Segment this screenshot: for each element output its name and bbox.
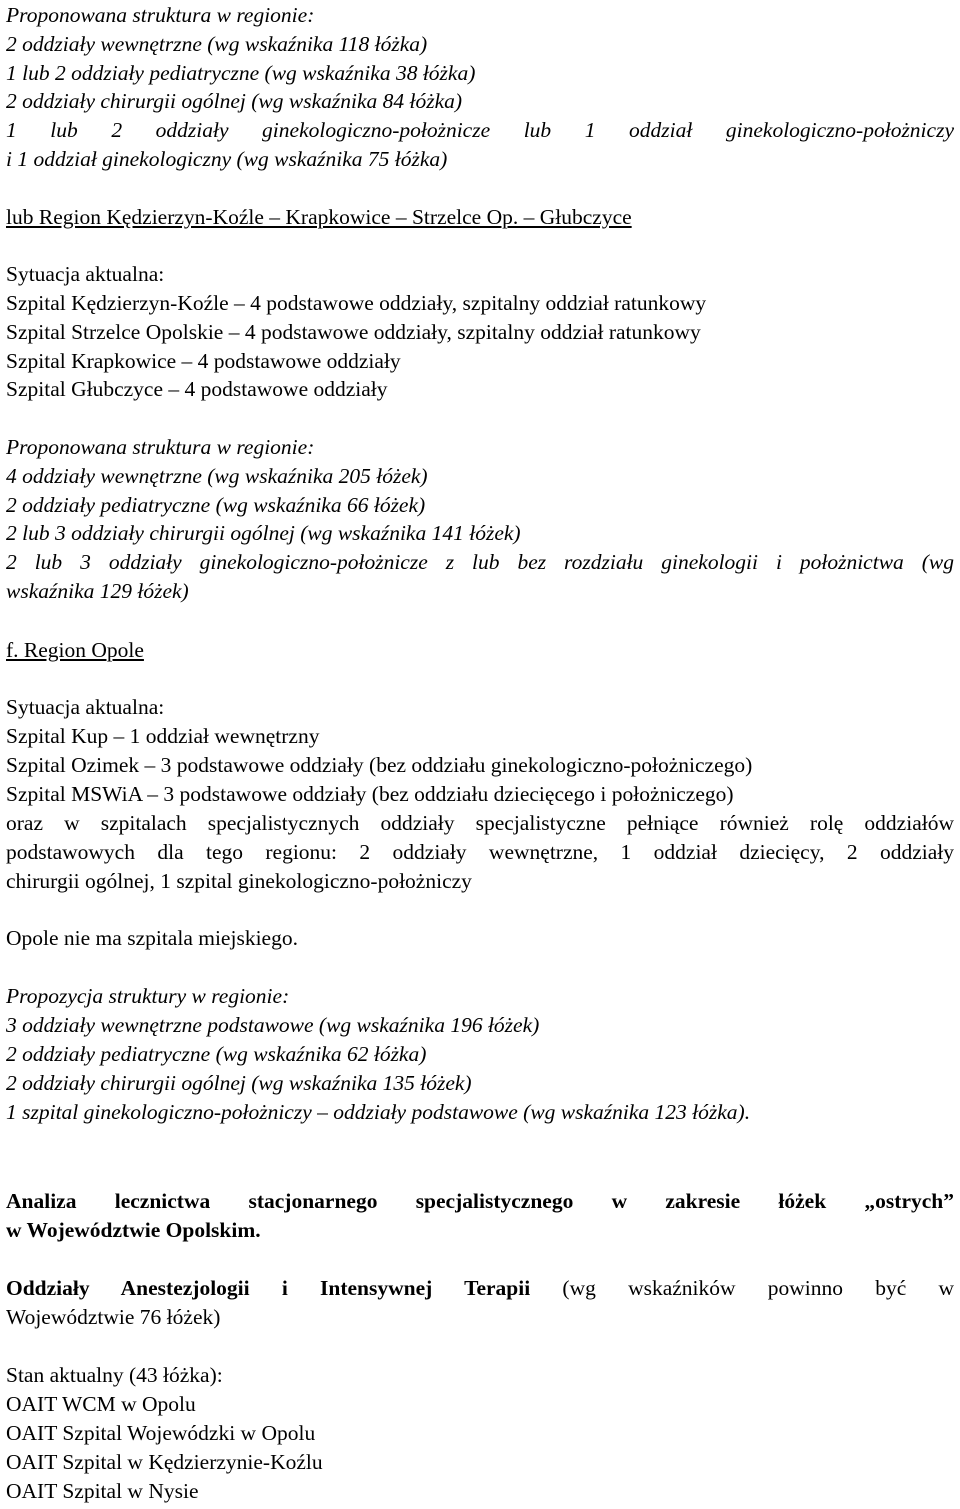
- proposal-line: wskaźnika 129 łóżek): [6, 579, 189, 603]
- current-line: Szpital Ozimek – 3 podstawowe oddziały (bez oddziału ginekologiczno-położniczego): [6, 753, 753, 777]
- oait-item: OAIT Szpital Wojewódzki w Opolu: [6, 1421, 316, 1445]
- current-heading: Sytuacja aktualna:: [6, 262, 165, 286]
- current-line: chirurgii ogólnej, 1 szpital ginekologiczno-położniczy: [6, 869, 472, 893]
- current-line: Szpital Głubczyce – 4 podstawowe oddziały: [6, 377, 388, 401]
- current-line: Szpital Kędzierzyn-Koźle – 4 podstawowe oddziały, szpitalny oddział ratunkowy: [6, 291, 707, 315]
- proposal-line: 4 oddziały wewnętrzne (wg wskaźnika 205 łóżek): [6, 464, 428, 488]
- proposal-heading: Proponowana struktura w regionie:: [6, 3, 315, 27]
- proposal-line: 3 oddziały wewnętrzne podstawowe (wg wskaźnika 196 łóżek): [6, 1013, 540, 1037]
- proposal-line: 1 szpital ginekologiczno-położniczy – oddziały podstawowe (wg wskaźnika 123 łóżka).: [6, 1100, 751, 1124]
- proposal-heading: Proponowana struktura w regionie:: [6, 435, 315, 459]
- proposal-line: 2 oddziały pediatryczne (wg wskaźnika 62 łóżka): [6, 1042, 427, 1066]
- proposal-line: 2 lub 3 oddziały ginekologiczno-położnicze z lub bez rozdziału ginekologii i położnictwa (wg: [6, 550, 954, 574]
- proposal-line: i 1 oddział ginekologiczny (wg wskaźnika 75 łóżka): [6, 147, 448, 171]
- analysis-title-cont: w Województwie Opolskim.: [6, 1218, 261, 1242]
- region-title: lub Region Kędzierzyn-Koźle – Krapkowice – Strzelce Op. – Głubczyce: [6, 205, 632, 229]
- oait-item: OAIT Szpital w Kędzierzynie-Koźlu: [6, 1450, 323, 1474]
- oait-item: OAIT WCM w Opolu: [6, 1392, 196, 1416]
- current-line: Szpital Kup – 1 oddział wewnętrzny: [6, 724, 320, 748]
- status-heading: Stan aktualny (43 łóżka):: [6, 1363, 223, 1387]
- proposal-line: 2 oddziały wewnętrzne (wg wskaźnika 118 łóżka): [6, 32, 428, 56]
- proposal-line: 2 oddziały chirurgii ogólnej (wg wskaźnika 84 łóżka): [6, 89, 463, 113]
- oait-heading-bold: Oddziały Anestezjologii i Intensywnej Terapii: [6, 1276, 531, 1300]
- note: Opole nie ma szpitala miejskiego.: [6, 926, 298, 950]
- proposal-line: 2 lub 3 oddziały chirurgii ogólnej (wg wskaźnika 141 łóżek): [6, 521, 521, 545]
- current-line: Szpital Strzelce Opolskie – 4 podstawowe oddziały, szpitalny oddział ratunkowy: [6, 320, 701, 344]
- proposal-line: 1 lub 2 oddziały ginekologiczno-położnicze lub 1 oddział ginekologiczno-położniczy: [6, 118, 954, 142]
- proposal-line: 1 lub 2 oddziały pediatryczne (wg wskaźnika 38 łóżka): [6, 61, 476, 85]
- current-line: podstawowych dla tego regionu: 2 oddziały wewnętrzne, 1 oddział dziecięcy, 2 oddziały: [6, 840, 954, 864]
- oait-heading-cont: Województwie 76 łóżek): [6, 1305, 221, 1329]
- region-title: f. Region Opole: [6, 638, 144, 662]
- current-line: oraz w szpitalach specjalistycznych oddziały specjalistyczne pełniące również rolę oddziałów: [6, 811, 954, 835]
- current-line: Szpital Krapkowice – 4 podstawowe oddziały: [6, 349, 401, 373]
- proposal-heading: Propozycja struktury w regionie:: [6, 984, 290, 1008]
- proposal-line: 2 oddziały chirurgii ogólnej (wg wskaźnika 135 łóżek): [6, 1071, 472, 1095]
- current-heading: Sytuacja aktualna:: [6, 695, 165, 719]
- analysis-title: Analiza lecznictwa stacjonarnego specjalistycznego w zakresie łóżek „ostrych”: [6, 1189, 954, 1213]
- oait-item: OAIT Szpital w Nysie: [6, 1479, 199, 1503]
- proposal-line: 2 oddziały pediatryczne (wg wskaźnika 66 łóżek): [6, 493, 426, 517]
- oait-heading: [6, 1275, 954, 1301]
- oait-heading-rest: (wg wskaźników powinno być w: [530, 1276, 954, 1300]
- current-line: Szpital MSWiA – 3 podstawowe oddziały (bez oddziału dziecięcego i położniczego): [6, 782, 734, 806]
